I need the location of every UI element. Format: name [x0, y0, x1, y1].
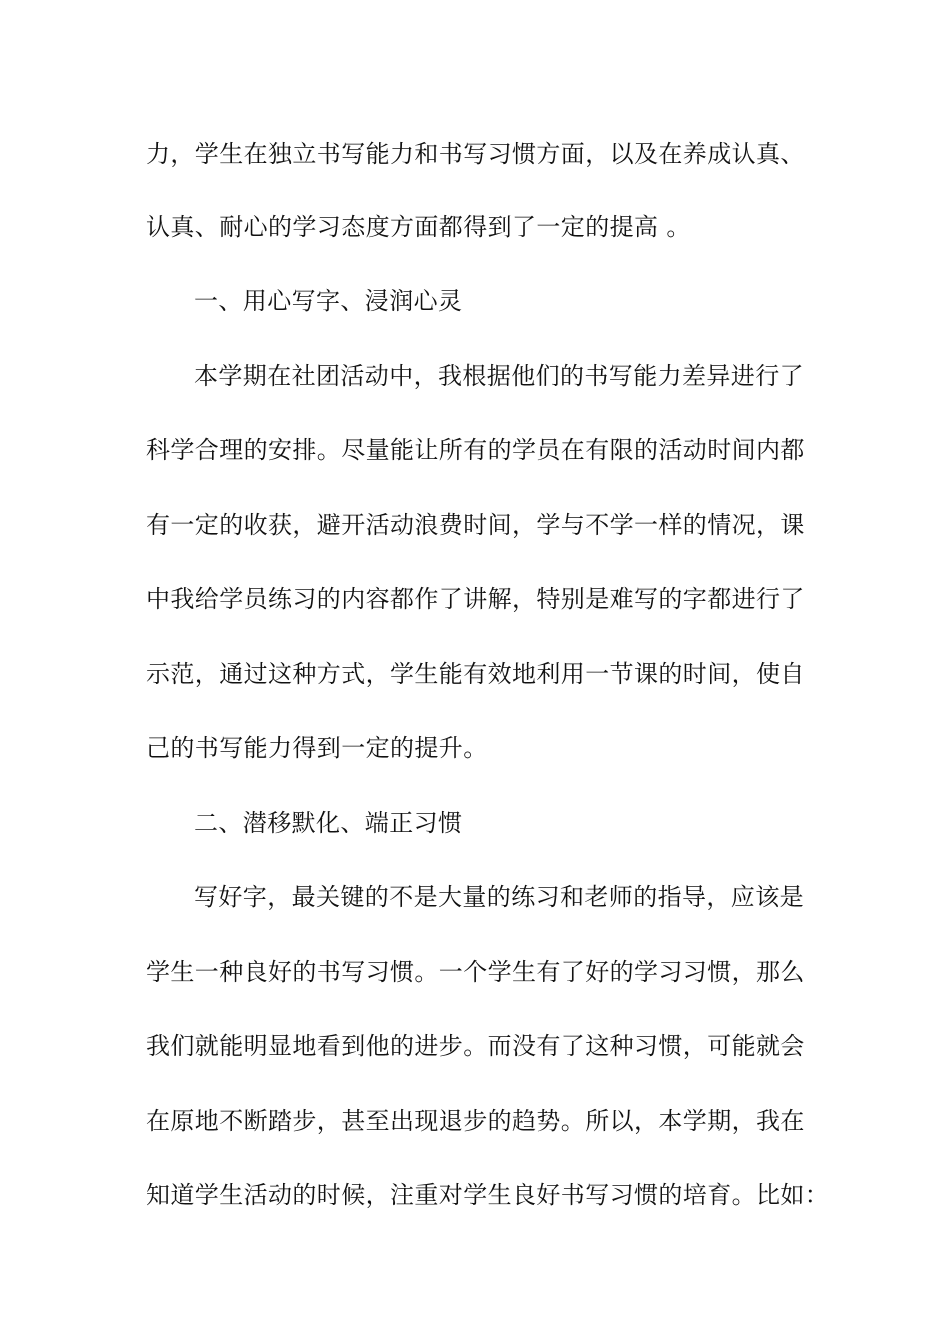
section-heading-2: 二、潜移默化、端正习惯 — [194, 809, 463, 837]
paragraph-line: 本学期在社团活动中，我根据他们的书写能力差异进行了 — [194, 362, 804, 390]
paragraph-line: 有一定的收获，避开活动浪费时间，学与不学一样的情况，课 — [146, 511, 805, 539]
section-heading-1: 一、用心写字、浸润心灵 — [194, 287, 463, 315]
paragraph-line: 知道学生活动的时候，注重对学生良好书写习惯的培育。比如： — [146, 1181, 830, 1209]
paragraph-line: 认真、耐心的学习态度方面都得到了一定的提高 。 — [146, 213, 691, 241]
paragraph-line: 中我给学员练习的内容都作了讲解，特别是难写的字都进行了 — [146, 585, 805, 613]
paragraph-line: 力，学生在独立书写能力和书写习惯方面，以及在养成认真、 — [146, 140, 805, 168]
paragraph-line: 写好字，最关键的不是大量的练习和老师的指导，应该是 — [194, 883, 804, 911]
paragraph-line: 我们就能明显地看到他的进步。而没有了这种习惯，可能就会 — [146, 1032, 805, 1060]
paragraph-line: 示范，通过这种方式，学生能有效地利用一节课的时间，使自 — [146, 660, 805, 688]
paragraph-line: 在原地不断踏步，甚至出现退步的趋势。所以，本学期，我在 — [146, 1107, 805, 1135]
paragraph-line: 学生一种良好的书写习惯。一个学生有了好的学习习惯，那么 — [146, 958, 805, 986]
paragraph-line: 己的书写能力得到一定的提升。 — [146, 734, 488, 762]
paragraph-line: 科学合理的安排。尽量能让所有的学员在有限的活动时间内都 — [146, 436, 805, 464]
